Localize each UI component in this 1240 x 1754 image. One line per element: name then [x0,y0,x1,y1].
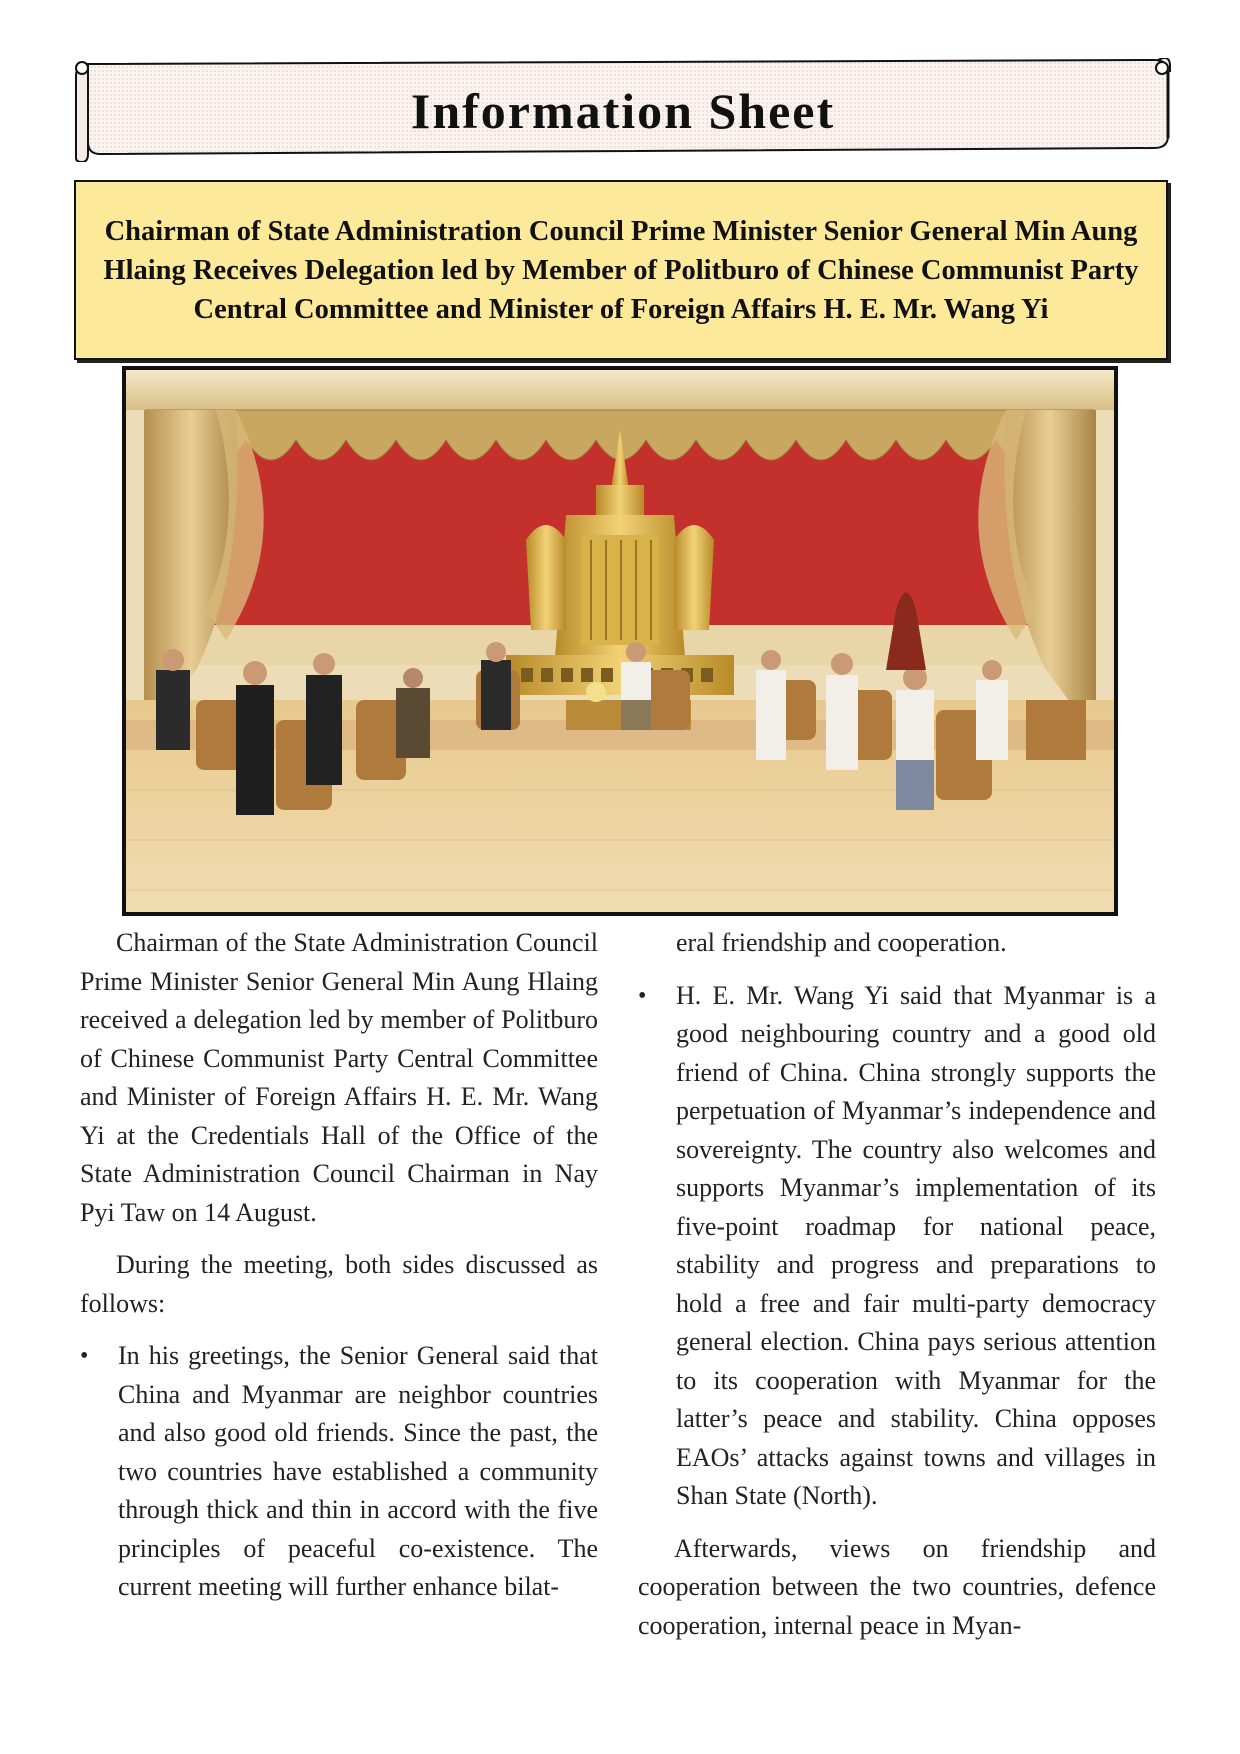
title-banner [74,58,1172,162]
headline-box [74,180,1168,360]
body-paragraph-1: Chairman of the State Administration Council Prime Minister Senior General Min Aung Hlaing received a delegation led by member of Politburo of Chinese Communist Party Central Committee and Minister of Foreign Affairs H. E. Mr. Wang Yi at the Credentials Hall of the Office of the State Administration Council Chairman in Nay Pyi Taw on 14 August. [80,928,598,1227]
body-paragraph-3: Afterwards, views on friendship and cooperation between the two countries, defence cooperation, internal peace in Myan- [638,1533,1156,1640]
body-left-column [80,924,598,1621]
body-right-column [638,924,1156,1659]
bullet-list-left [80,1337,598,1607]
bullet-item-senior-general: • In his greetings, the Senior General said that China and Myanmar are neighbor countries and also good old friends. Since the past, the two countries have established a community through thick and thin in accord with the five principles of peaceful co-existence. The current meeting will further enhance bilat- [80,1337,598,1607]
bullet-item-wang-yi: • H. E. Mr. Wang Yi said that Myanmar is a good neighbouring country and a good old friend of China. China strongly supports the perpetuation of Myanmar’s independence and sovereignty. The country also welcomes and supports Myanmar’s implementation of its five-point roadmap for national peace, stability and progress and preparations to hold a free and fair multi-party democracy general election. China pays serious attention to its cooperation with Myanmar for the latter’s peace and stability. China opposes EAOs’ attacks against towns and villages in Shan State (North). [638,977,1156,1516]
body-paragraph-2: During the meeting, both sides discussed as follows: [80,1250,598,1318]
bullet-list-right [638,977,1156,1516]
bullet-continuation: eral friendship and cooperation. [676,928,1007,957]
headline-text: Chairman of State Administration Council Prime Minister Senior General Min Aung Hlaing Receives Delegation led by Member of Politburo of Chinese Communist Party Central Committee and Minister of Foreign Affairs H. E. Mr. Wang Yi [103,215,1139,325]
meeting-hall-photo-icon [126,370,1114,912]
meeting-photo [122,366,1118,916]
page-title: Information Sheet [410,83,836,139]
